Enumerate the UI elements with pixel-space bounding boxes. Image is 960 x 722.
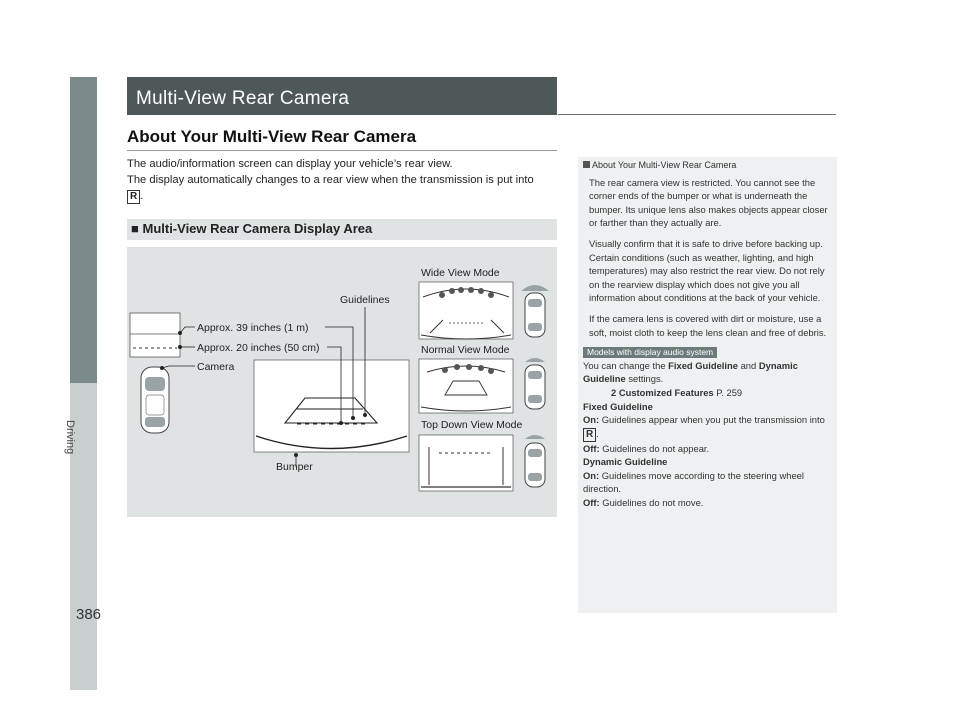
sidebar-tab-driving[interactable] bbox=[70, 77, 97, 383]
main-screen bbox=[254, 360, 409, 452]
camera-display-diagram bbox=[127, 247, 557, 517]
dynamic-off-text: Guidelines do not move. bbox=[602, 497, 704, 509]
leader-guide-50cm-dot bbox=[339, 421, 343, 425]
sidebar-label: Driving bbox=[64, 420, 76, 455]
leader-camera-dot bbox=[160, 366, 164, 370]
header-rule bbox=[558, 114, 836, 115]
settings-word: settings. bbox=[628, 373, 664, 385]
dynamic-off-label: Off: bbox=[583, 497, 600, 509]
leader-50cm-dot bbox=[178, 345, 182, 349]
dynamic-on-label: On: bbox=[583, 469, 600, 481]
fixed-off-text: Guidelines do not appear. bbox=[602, 442, 710, 454]
label-approx-50cm: Approx. 20 inches (50 cm) bbox=[197, 342, 320, 354]
fixed-on-label: On: bbox=[583, 414, 600, 426]
fixed-off-row bbox=[583, 442, 833, 456]
note-content bbox=[583, 159, 833, 510]
dynamic-word: Dynamic bbox=[758, 359, 798, 371]
distance-box bbox=[130, 313, 180, 357]
leader-1m-dot bbox=[178, 331, 182, 335]
label-bumper: Bumper bbox=[276, 461, 313, 473]
customized-features-link[interactable] bbox=[611, 386, 833, 400]
label-camera: Camera bbox=[197, 361, 235, 373]
note-p3: If the camera lens is covered with dirt or moisture, use a soft, moist cloth to keep the lens clean and free of debris. bbox=[589, 312, 827, 338]
and-word: and bbox=[740, 359, 757, 371]
fixed-on-text: Guidelines appear when you put the transmission into bbox=[601, 414, 825, 426]
ref-title: Customized Features bbox=[618, 386, 714, 398]
square-bullet-icon: ■ bbox=[131, 221, 139, 236]
label-topdown-view: Top Down View Mode bbox=[421, 419, 523, 431]
note-title bbox=[583, 159, 833, 173]
note-change-text bbox=[583, 359, 833, 386]
models-badge: Models with display audio system bbox=[583, 347, 717, 358]
fixed-guideline-term: Fixed Guideline bbox=[668, 359, 738, 371]
display-area-title-text: Multi-View Rear Camera Display Area bbox=[142, 221, 373, 236]
gear-r-key: R bbox=[127, 190, 140, 204]
topdown-view-screen bbox=[419, 435, 513, 491]
intro-text bbox=[127, 156, 557, 204]
fixed-off-label: Off: bbox=[583, 442, 600, 454]
normal-view-screen bbox=[419, 359, 513, 413]
leader-guidelines-dot bbox=[363, 413, 367, 417]
label-approx-1m: Approx. 39 inches (1 m) bbox=[197, 322, 309, 334]
fixed-guideline-heading: Fixed Guideline bbox=[583, 400, 653, 412]
change-pre: You can change the bbox=[583, 359, 666, 371]
fixed-on-end: . bbox=[596, 427, 599, 439]
dynamic-on-text: Guidelines move according to the steering wheel direction. bbox=[583, 469, 804, 495]
section-title: Multi-View Rear Camera bbox=[136, 88, 350, 109]
label-guidelines: Guidelines bbox=[340, 294, 390, 306]
label-wide-view: Wide View Mode bbox=[421, 267, 500, 279]
fixed-on-row bbox=[583, 413, 833, 442]
guideline-word: Guideline bbox=[583, 373, 626, 385]
leader-guide-1m-dot bbox=[351, 416, 355, 420]
note-checkbox-icon bbox=[583, 161, 590, 168]
dynamic-guideline-heading: Dynamic Guideline bbox=[583, 456, 668, 468]
label-normal-view: Normal View Mode bbox=[421, 344, 510, 356]
ref-page: P. 259 bbox=[716, 386, 743, 398]
fixed-on-key: R bbox=[583, 428, 596, 442]
note-p2: Visually confirm that it is safe to drive before backing up. Certain conditions (such as weather, lighting, and high temperatures) may also restrict the rear view. Do not rely on the rearview display which does not give you all information about conditions at the back of your vehicle. bbox=[589, 237, 825, 304]
page-number: 386 bbox=[76, 606, 102, 623]
about-rule bbox=[127, 150, 557, 151]
leader-bumper-dot bbox=[294, 453, 298, 457]
note-title-text: About Your Multi-View Rear Camera bbox=[592, 160, 737, 170]
note-p1: The rear camera view is restricted. You cannot see the corner ends of the bumper or what is underneath the bumper. Its unique lens also makes objects appear closer or farther than they actually are. bbox=[589, 176, 828, 229]
intro-line-3 bbox=[127, 188, 557, 204]
dynamic-on-row bbox=[583, 469, 833, 496]
ref-arrow-icon: 2 bbox=[611, 386, 617, 398]
intro-line-1: The audio/information screen can display your vehicle’s rear view. bbox=[127, 158, 453, 170]
dynamic-off-row bbox=[583, 496, 833, 510]
about-title: About Your Multi-View Rear Camera bbox=[127, 127, 417, 146]
intro-line-2: The display automatically changes to a rear view when the transmission is put into bbox=[127, 174, 534, 186]
intro-end: . bbox=[140, 190, 144, 202]
car-topview-icon bbox=[141, 367, 169, 433]
wide-view-screen bbox=[419, 282, 513, 339]
display-area-title bbox=[131, 221, 372, 236]
